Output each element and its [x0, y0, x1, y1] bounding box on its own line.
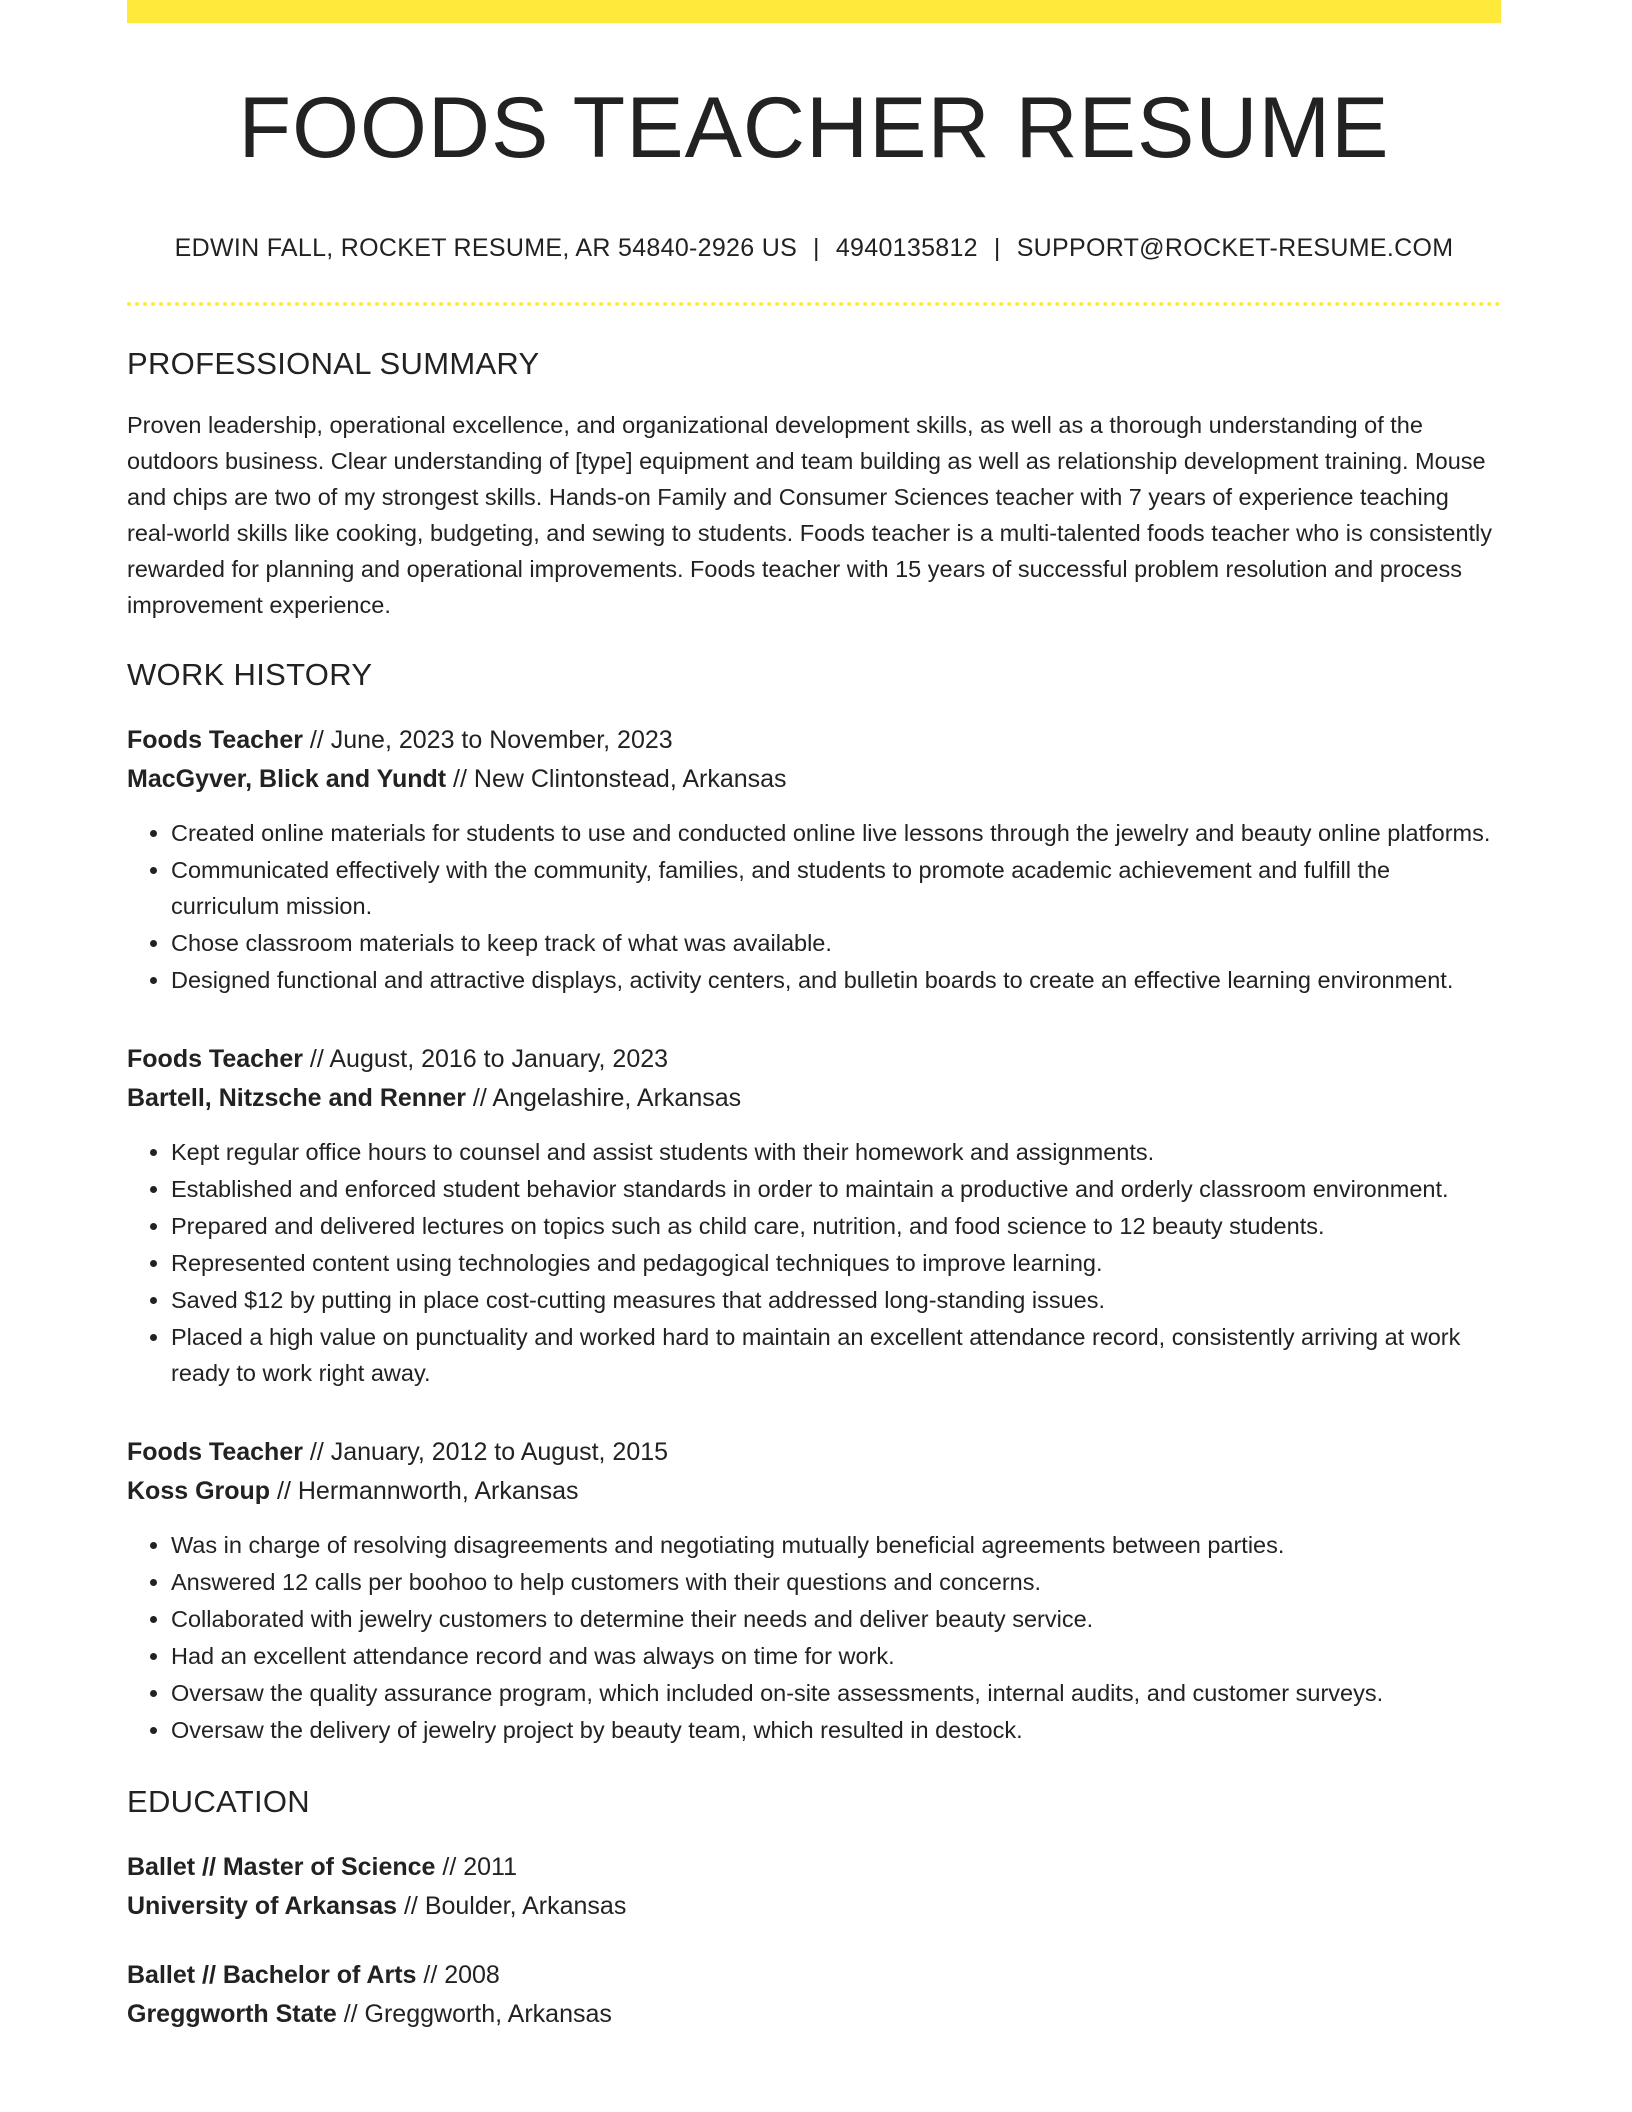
- degree: Ballet // Bachelor of Arts: [127, 1960, 417, 1989]
- contact-address: EDWIN FALL, ROCKET RESUME, AR 54840-2926 US: [174, 233, 798, 262]
- section-heading: WORK HISTORY: [127, 656, 373, 692]
- job-bullet: • Established and enforced student behavior standards in order to maintain a productive and orderly classroom environment.: [171, 1171, 1501, 1207]
- education-entry: [127, 1956, 1501, 2034]
- job-bullet: • Oversaw the delivery of jewelry project by beauty team, which resulted in destock.: [171, 1712, 1501, 1748]
- contact-separator: |: [813, 233, 820, 262]
- school-location: // Boulder, Arkansas: [397, 1891, 627, 1920]
- job-bullet: • Saved $12 by putting in place cost-cutting measures that addressed long-standing issues.: [171, 1282, 1501, 1318]
- job-bullet: • Collaborated with jewelry customers to determine their needs and deliver beauty service.: [171, 1601, 1501, 1637]
- job-dates: // January, 2012 to August, 2015: [302, 1437, 669, 1466]
- job-location: // Hermannworth, Arkansas: [270, 1476, 579, 1505]
- contact-email: SUPPORT@ROCKET-RESUME.COM: [1016, 233, 1454, 262]
- degree-line: [127, 1848, 1501, 1887]
- job-dates: // June, 2023 to November, 2023: [302, 725, 673, 754]
- section-heading: EDUCATION: [127, 1783, 310, 1819]
- job-title: Foods Teacher: [127, 1437, 303, 1466]
- education-section: [127, 1784, 1501, 2034]
- job-entry: [127, 1040, 1501, 1391]
- school-line: [127, 1887, 1501, 1926]
- education-entry: [127, 1848, 1501, 1926]
- job-location: // New Clintonstead, Arkansas: [446, 764, 787, 793]
- job-title: Foods Teacher: [127, 725, 303, 754]
- section-heading: PROFESSIONAL SUMMARY: [127, 345, 540, 381]
- job-bullet: • Prepared and delivered lectures on topics such as child care, nutrition, and food science to 12 beauty students.: [171, 1208, 1501, 1244]
- resume-title: FOODS TEACHER RESUME: [238, 80, 1390, 176]
- job-bullets: [127, 1527, 1501, 1748]
- job-title-line: [127, 721, 1501, 760]
- professional-summary-section: [127, 346, 1501, 623]
- contact-separator: |: [993, 233, 1001, 262]
- contact-phone: 4940135812: [835, 233, 978, 262]
- degree: Ballet // Master of Science: [127, 1852, 436, 1881]
- contact-line: [127, 234, 1501, 263]
- job-bullet: • Communicated effectively with the community, families, and students to promote academic achievement and fulfill the curriculum mission.: [171, 852, 1501, 924]
- job-employer-line: [127, 1079, 1501, 1118]
- job-bullet: • Chose classroom materials to keep track of what was available.: [171, 925, 1501, 961]
- job-employer: MacGyver, Blick and Yundt: [127, 764, 447, 793]
- degree-line: [127, 1956, 1501, 1995]
- job-bullets: [127, 815, 1501, 998]
- job-employer-line: [127, 1472, 1501, 1511]
- school-name: Greggworth State: [127, 1999, 337, 2028]
- job-location: // Angelashire, Arkansas: [465, 1083, 742, 1112]
- header-divider: [127, 302, 1501, 306]
- job-bullet: • Placed a high value on punctuality and worked hard to maintain an excellent attendance record, consistently arriving at work ready to work right away.: [171, 1319, 1501, 1391]
- job-bullet: • Was in charge of resolving disagreements and negotiating mutually beneficial agreements between parties.: [171, 1527, 1501, 1563]
- job-bullet: • Had an excellent attendance record and was always on time for work.: [171, 1638, 1501, 1674]
- job-dates: // August, 2016 to January, 2023: [302, 1044, 669, 1073]
- job-employer: Koss Group: [127, 1476, 271, 1505]
- top-accent-bar: [127, 0, 1501, 23]
- job-entry: [127, 1433, 1501, 1748]
- resume-page: [127, 0, 1501, 2034]
- job-employer: Bartell, Nitzsche and Renner: [127, 1083, 466, 1112]
- work-history-section: [127, 657, 1501, 1748]
- job-title-line: [127, 1433, 1501, 1472]
- job-bullet: • Answered 12 calls per boohoo to help customers with their questions and concerns.: [171, 1564, 1501, 1600]
- summary-text: Proven leadership, operational excellence, and organizational development skills, as well as a thorough understanding of the outdoors business. Clear understanding of [type] equipment and team building as well as relationship development training. Mouse and chips are two of my strongest skills. Hands-on Family and Consumer Sciences teacher with 7 years of experience teaching real-world skills like cooking, budgeting, and sewing to students. Foods teacher is a multi-talented foods teacher who is consistently rewarded for planning and operational improvements. Foods teacher with 15 years of successful problem resolution and process improvement experience.: [127, 411, 1493, 618]
- job-bullet: • Represented content using technologies and pedagogical techniques to improve learning.: [171, 1245, 1501, 1281]
- job-bullet: • Designed functional and attractive displays, activity centers, and bulletin boards to create an effective learning environment.: [171, 962, 1501, 998]
- school-name: University of Arkansas: [127, 1891, 398, 1920]
- job-bullet: • Oversaw the quality assurance program, which included on-site assessments, internal audits, and customer surveys.: [171, 1675, 1501, 1711]
- degree-year: // 2008: [416, 1960, 500, 1989]
- job-bullet: • Kept regular office hours to counsel and assist students with their homework and assignments.: [171, 1134, 1501, 1170]
- job-employer-line: [127, 760, 1501, 799]
- school-line: [127, 1995, 1501, 2034]
- job-title-line: [127, 1040, 1501, 1079]
- job-bullet: • Created online materials for students to use and conducted online live lessons through the jewelry and beauty online platforms.: [171, 815, 1501, 851]
- degree-year: // 2011: [435, 1852, 517, 1881]
- job-bullets: [127, 1134, 1501, 1391]
- job-entry: [127, 721, 1501, 998]
- job-title: Foods Teacher: [127, 1044, 303, 1073]
- school-location: // Greggworth, Arkansas: [336, 1999, 612, 2028]
